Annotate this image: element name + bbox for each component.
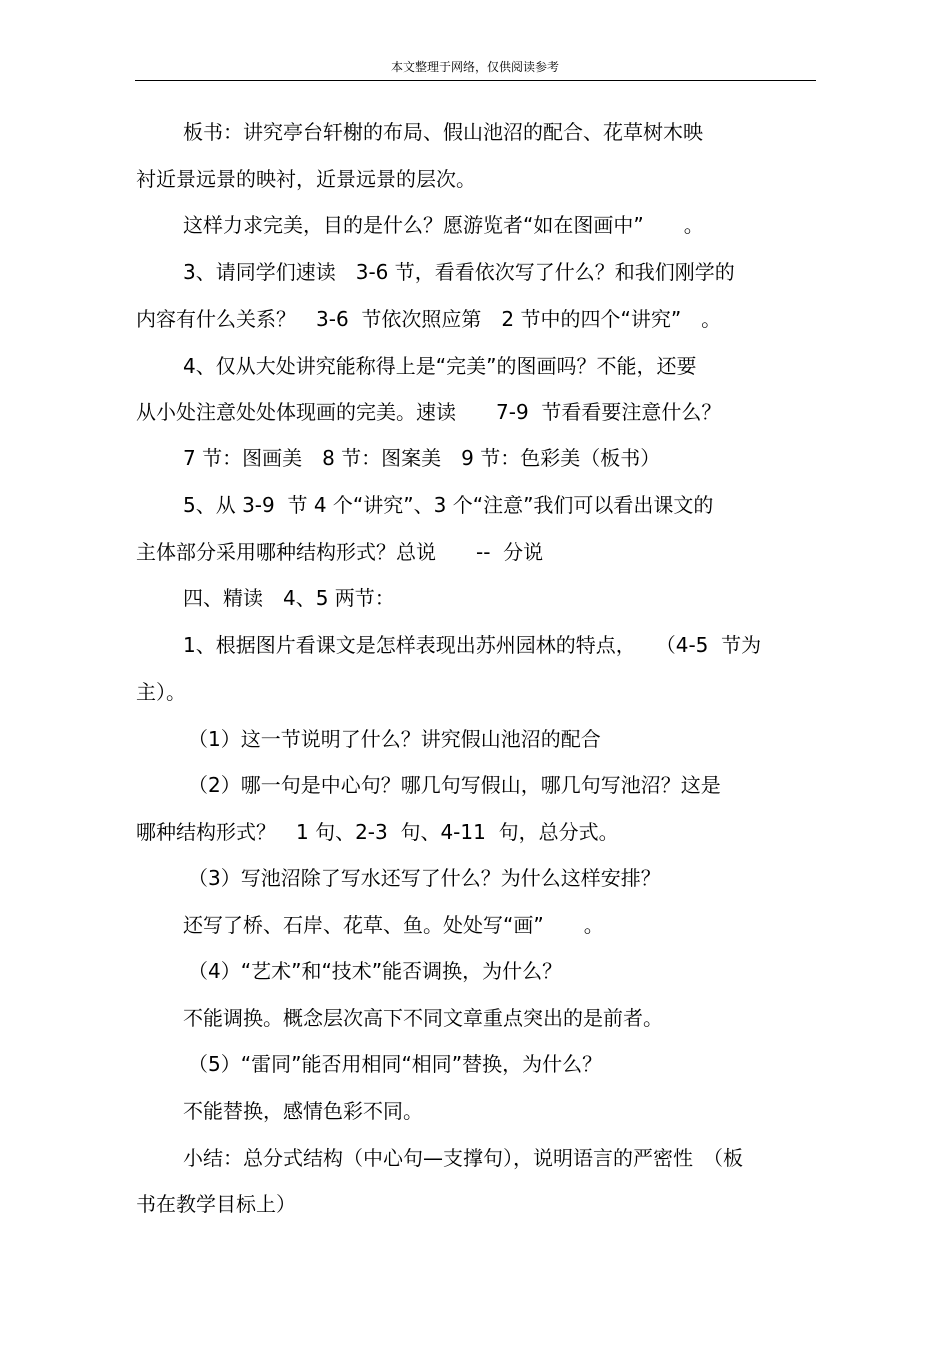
summary-line: 书在教学目标上） (136, 1192, 296, 1216)
paragraph-line: （5）“雷同”能否用相同“相同”替换，为什么？ (188, 1052, 603, 1076)
paragraph-line: 1、根据图片看课文是怎样表现出苏州园林的特点， （4-5 节为 (183, 633, 762, 657)
paragraph-line: （1）这一节说明了什么？讲究假山池沼的配合 (188, 727, 601, 751)
paragraph-line: 不能调换。概念层次高下不同文章重点突出的是前者。 (183, 1006, 663, 1030)
summary-line: 小结：总分式结构（中心句—支撑句），说明语言的严密性 （板 (183, 1146, 743, 1170)
paragraph-line: 板书：讲究亭台轩榭的布局、假山池沼的配合、花草树木映 (183, 120, 703, 144)
paragraph-line: 这样力求完美，目的是什么？愿游览者“如在图画中” 。 (183, 213, 704, 237)
paragraph-line: 还写了桥、石岸、花草、鱼。处处写“画” 。 (183, 913, 604, 937)
paragraph-line: 衬近景远景的映衬，近景远景的层次。 (136, 167, 476, 191)
paragraph-line: 从小处注意处处体现画的完美。速读 7-9 节看看要注意什么？ (136, 400, 722, 424)
paragraph-line: 主体部分采用哪种结构形式？总说 -- 分说 (136, 540, 544, 564)
paragraph-line: 哪种结构形式？ 1 句、2-3 句、4-11 句，总分式。 (136, 820, 619, 844)
paragraph-line: 不能替换，感情色彩不同。 (183, 1099, 423, 1123)
paragraph-line: 主）。 (136, 680, 186, 704)
section-heading: 四、精读 4、5 两节： (183, 586, 395, 610)
paragraph-line: 4、仅从大处讲究能称得上是“完美”的图画吗？不能，还要 (183, 354, 697, 378)
paragraph-line: 5、从 3-9 节 4 个“讲究”、3 个“注意”我们可以看出课文的 (183, 493, 714, 517)
paragraph-line: （4）“艺术”和“技术”能否调换，为什么？ (188, 959, 563, 983)
paragraph-line: （3）写池沼除了写水还写了什么？为什么这样安排？ (188, 866, 661, 890)
paragraph-line: （2）哪一句是中心句？哪几句写假山，哪几句写池沼？这是 (188, 773, 721, 797)
page-header: 本文整理于网络，仅供阅读参考 (390, 60, 559, 74)
paragraph-line: 7 节：图画美 8 节：图案美 9 节：色彩美（板书） (183, 446, 661, 470)
paragraph-line: 内容有什么关系？ 3-6 节依次照应第 2 节中的四个“讲究” 。 (136, 307, 722, 331)
paragraph-line: 3、请同学们速读 3-6 节，看看依次写了什么？和我们刚学的 (183, 260, 735, 284)
